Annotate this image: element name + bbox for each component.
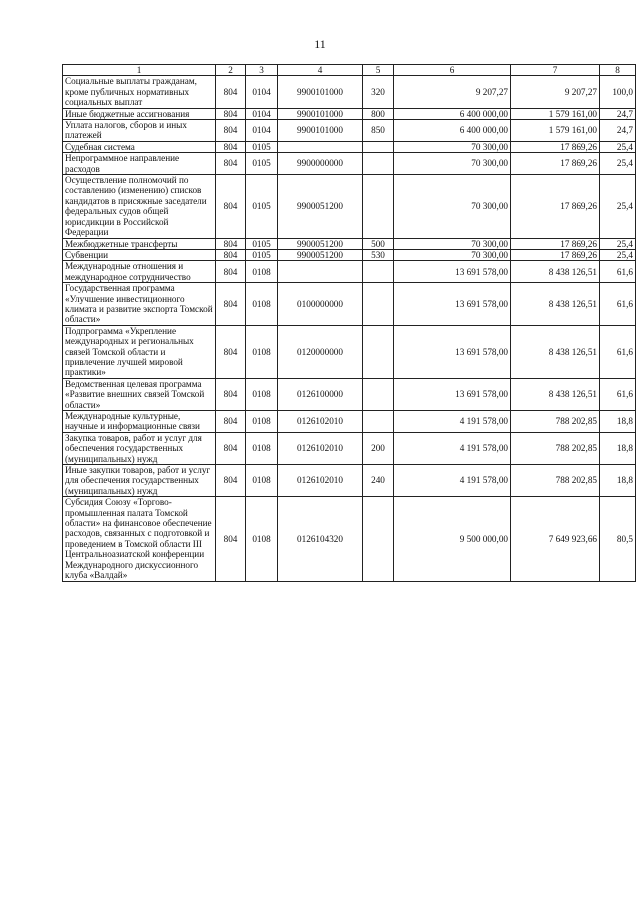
table-row <box>63 175 636 238</box>
article-code-cell: 0126100000 <box>278 378 363 410</box>
table-row <box>63 432 636 464</box>
actual-amount-cell: 17 869,26 <box>511 153 600 175</box>
actual-amount-cell: 788 202,85 <box>511 432 600 464</box>
grbs-code-cell: 804 <box>216 120 246 142</box>
section-code-cell: 0105 <box>246 153 278 175</box>
article-code-cell: 9900051200 <box>278 249 363 260</box>
article-code-cell: 9900101000 <box>278 76 363 108</box>
header-cell: 1 <box>63 65 216 76</box>
plan-amount-cell: 13 691 578,00 <box>394 378 511 410</box>
row-name-cell: Социальные выплаты гражданам, кроме публичных нормативных социальных выплат <box>63 76 216 108</box>
percent-cell: 25,4 <box>600 249 636 260</box>
plan-amount-cell: 9 500 000,00 <box>394 497 511 581</box>
plan-amount-cell: 9 207,27 <box>394 76 511 108</box>
table-row <box>63 411 636 433</box>
actual-amount-cell: 17 869,26 <box>511 238 600 249</box>
table-header-row <box>63 65 636 76</box>
grbs-code-cell: 804 <box>216 465 246 497</box>
percent-cell: 61,6 <box>600 378 636 410</box>
table-row <box>63 153 636 175</box>
plan-amount-cell: 4 191 578,00 <box>394 432 511 464</box>
percent-cell: 61,6 <box>600 261 636 283</box>
article-code-cell <box>278 141 363 152</box>
section-code-cell: 0104 <box>246 108 278 119</box>
header-cell: 7 <box>511 65 600 76</box>
header-cell: 5 <box>363 65 394 76</box>
article-code-cell: 9900051200 <box>278 175 363 238</box>
article-code-cell: 0120000000 <box>278 325 363 378</box>
row-name-cell: Межбюджетные трансферты <box>63 238 216 249</box>
grbs-code-cell: 804 <box>216 283 246 326</box>
row-name-cell: Иные бюджетные ассигнования <box>63 108 216 119</box>
expense-type-cell: 200 <box>363 432 394 464</box>
header-cell: 3 <box>246 65 278 76</box>
plan-amount-cell: 70 300,00 <box>394 238 511 249</box>
section-code-cell: 0108 <box>246 497 278 581</box>
article-code-cell: 0100000000 <box>278 283 363 326</box>
table-row <box>63 141 636 152</box>
expense-type-cell <box>363 153 394 175</box>
table-row <box>63 465 636 497</box>
table-row <box>63 120 636 142</box>
expense-type-cell <box>363 411 394 433</box>
row-name-cell: Закупка товаров, работ и услуг для обеспечения государственных (муниципальных) нужд <box>63 432 216 464</box>
plan-amount-cell: 70 300,00 <box>394 141 511 152</box>
percent-cell: 24,7 <box>600 108 636 119</box>
grbs-code-cell: 804 <box>216 325 246 378</box>
article-code-cell: 0126102010 <box>278 432 363 464</box>
section-code-cell: 0104 <box>246 120 278 142</box>
plan-amount-cell: 4 191 578,00 <box>394 411 511 433</box>
plan-amount-cell: 70 300,00 <box>394 153 511 175</box>
expense-type-cell: 240 <box>363 465 394 497</box>
table-row <box>63 76 636 108</box>
grbs-code-cell: 804 <box>216 497 246 581</box>
actual-amount-cell: 788 202,85 <box>511 465 600 497</box>
grbs-code-cell: 804 <box>216 238 246 249</box>
section-code-cell: 0105 <box>246 249 278 260</box>
actual-amount-cell: 8 438 126,51 <box>511 261 600 283</box>
percent-cell: 18,8 <box>600 432 636 464</box>
plan-amount-cell: 70 300,00 <box>394 175 511 238</box>
section-code-cell: 0104 <box>246 76 278 108</box>
actual-amount-cell: 788 202,85 <box>511 411 600 433</box>
article-code-cell: 0126102010 <box>278 465 363 497</box>
section-code-cell: 0105 <box>246 141 278 152</box>
grbs-code-cell: 804 <box>216 378 246 410</box>
grbs-code-cell: 804 <box>216 108 246 119</box>
expense-type-cell <box>363 175 394 238</box>
actual-amount-cell: 1 579 161,00 <box>511 108 600 119</box>
row-name-cell: Подпрограмма «Укрепление международных и региональных связей Томской области и привлечение лучшей мировой практики» <box>63 325 216 378</box>
section-code-cell: 0108 <box>246 411 278 433</box>
article-code-cell: 9900051200 <box>278 238 363 249</box>
table-row <box>63 261 636 283</box>
grbs-code-cell: 804 <box>216 261 246 283</box>
expense-type-cell <box>363 261 394 283</box>
header-cell: 6 <box>394 65 511 76</box>
grbs-code-cell: 804 <box>216 76 246 108</box>
plan-amount-cell: 13 691 578,00 <box>394 283 511 326</box>
actual-amount-cell: 7 649 923,66 <box>511 497 600 581</box>
actual-amount-cell: 9 207,27 <box>511 76 600 108</box>
expense-type-cell <box>363 141 394 152</box>
row-name-cell: Иные закупки товаров, работ и услуг для обеспечения государственных (муниципальных) нужд <box>63 465 216 497</box>
plan-amount-cell: 13 691 578,00 <box>394 261 511 283</box>
grbs-code-cell: 804 <box>216 411 246 433</box>
expense-type-cell: 500 <box>363 238 394 249</box>
table-row <box>63 238 636 249</box>
table-row <box>63 378 636 410</box>
percent-cell: 25,4 <box>600 175 636 238</box>
expense-type-cell <box>363 378 394 410</box>
actual-amount-cell: 17 869,26 <box>511 249 600 260</box>
percent-cell: 61,6 <box>600 325 636 378</box>
header-cell: 4 <box>278 65 363 76</box>
section-code-cell: 0108 <box>246 378 278 410</box>
table-body <box>63 65 636 582</box>
row-name-cell: Судебная система <box>63 141 216 152</box>
row-name-cell: Уплата налогов, сборов и иных платежей <box>63 120 216 142</box>
table-row <box>63 325 636 378</box>
percent-cell: 25,4 <box>600 153 636 175</box>
plan-amount-cell: 6 400 000,00 <box>394 108 511 119</box>
expense-type-cell <box>363 497 394 581</box>
table-row <box>63 497 636 581</box>
section-code-cell: 0108 <box>246 432 278 464</box>
section-code-cell: 0105 <box>246 175 278 238</box>
row-name-cell: Субвенции <box>63 249 216 260</box>
actual-amount-cell: 1 579 161,00 <box>511 120 600 142</box>
percent-cell: 25,4 <box>600 141 636 152</box>
expense-type-cell: 850 <box>363 120 394 142</box>
expense-type-cell: 530 <box>363 249 394 260</box>
actual-amount-cell: 17 869,26 <box>511 175 600 238</box>
article-code-cell: 0126104320 <box>278 497 363 581</box>
actual-amount-cell: 8 438 126,51 <box>511 325 600 378</box>
grbs-code-cell: 804 <box>216 153 246 175</box>
expense-type-cell <box>363 283 394 326</box>
percent-cell: 80,5 <box>600 497 636 581</box>
row-name-cell: Международные культурные, научные и информационные связи <box>63 411 216 433</box>
row-name-cell: Осуществление полномочий по составлению (изменению) списков кандидатов в присяжные заседатели федеральных судов общей юрисдикции в Российской Федерации <box>63 175 216 238</box>
row-name-cell: Международные отношения и международное сотрудничество <box>63 261 216 283</box>
table-row <box>63 108 636 119</box>
article-code-cell: 0126102010 <box>278 411 363 433</box>
table-row <box>63 249 636 260</box>
budget-table <box>62 64 636 582</box>
row-name-cell: Субсидия Союзу «Торгово-промышленная палата Томской области» на финансовое обеспечение расходов, связанных с подготовкой и проведением в Томской области III Центральноазиатской конференции Международного дискуссионного клуба «Валдай» <box>63 497 216 581</box>
header-cell: 8 <box>600 65 636 76</box>
table-row <box>63 283 636 326</box>
expense-type-cell: 800 <box>363 108 394 119</box>
plan-amount-cell: 13 691 578,00 <box>394 325 511 378</box>
article-code-cell: 9900101000 <box>278 120 363 142</box>
grbs-code-cell: 804 <box>216 175 246 238</box>
actual-amount-cell: 8 438 126,51 <box>511 378 600 410</box>
actual-amount-cell: 8 438 126,51 <box>511 283 600 326</box>
grbs-code-cell: 804 <box>216 141 246 152</box>
article-code-cell <box>278 261 363 283</box>
section-code-cell: 0108 <box>246 325 278 378</box>
expense-type-cell: 320 <box>363 76 394 108</box>
article-code-cell: 9900101000 <box>278 108 363 119</box>
article-code-cell: 9900000000 <box>278 153 363 175</box>
row-name-cell: Государственная программа «Улучшение инвестиционного климата и развитие экспорта Томской области» <box>63 283 216 326</box>
percent-cell: 61,6 <box>600 283 636 326</box>
grbs-code-cell: 804 <box>216 249 246 260</box>
row-name-cell: Ведомственная целевая программа «Развитие внешних связей Томской области» <box>63 378 216 410</box>
section-code-cell: 0108 <box>246 261 278 283</box>
section-code-cell: 0105 <box>246 238 278 249</box>
plan-amount-cell: 6 400 000,00 <box>394 120 511 142</box>
expense-type-cell <box>363 325 394 378</box>
percent-cell: 100,0 <box>600 76 636 108</box>
plan-amount-cell: 70 300,00 <box>394 249 511 260</box>
plan-amount-cell: 4 191 578,00 <box>394 465 511 497</box>
page-number: 11 <box>314 37 326 51</box>
percent-cell: 24,7 <box>600 120 636 142</box>
header-cell: 2 <box>216 65 246 76</box>
section-code-cell: 0108 <box>246 465 278 497</box>
percent-cell: 18,8 <box>600 411 636 433</box>
row-name-cell: Непрограммное направление расходов <box>63 153 216 175</box>
grbs-code-cell: 804 <box>216 432 246 464</box>
section-code-cell: 0108 <box>246 283 278 326</box>
actual-amount-cell: 17 869,26 <box>511 141 600 152</box>
percent-cell: 18,8 <box>600 465 636 497</box>
percent-cell: 25,4 <box>600 238 636 249</box>
